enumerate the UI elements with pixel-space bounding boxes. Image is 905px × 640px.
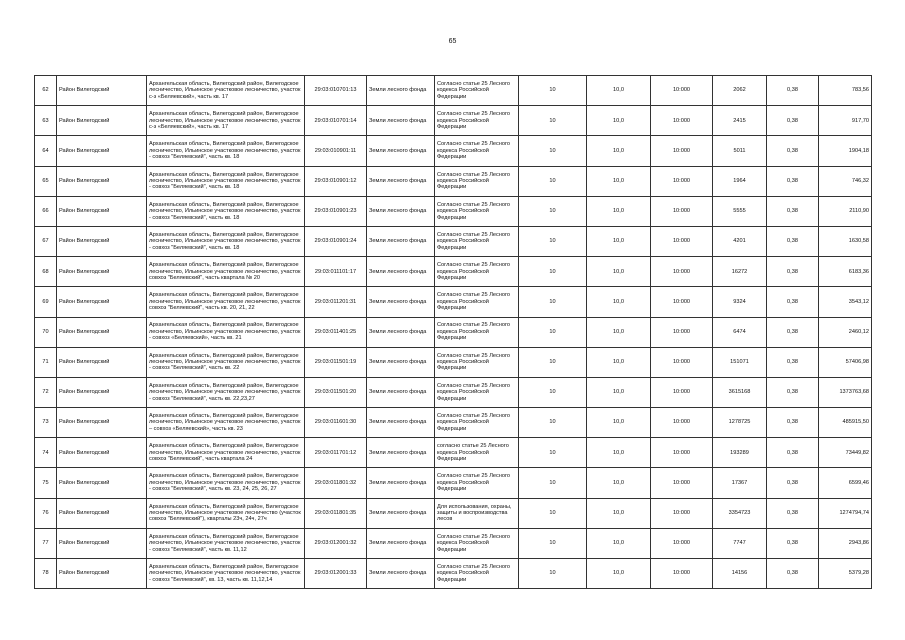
- basis-cell: Согласно статье 25 Лесного кодекса Российской Федерации: [435, 76, 519, 106]
- cost-cell: 1373763,68: [819, 377, 872, 407]
- basis-cell: Согласно статье 25 Лесного кодекса Российской Федерации: [435, 287, 519, 317]
- rate-cell: 0,38: [767, 559, 819, 589]
- land-category-cell: Земли лесного фонда: [367, 438, 435, 468]
- land-category-cell: Земли лесного фонда: [367, 559, 435, 589]
- address-cell: Архангельская область, Вилегодский район, Вилегодское лесничество, Ильинское участковое лесничество, участок - совхоз «Беляевский», часть кв. 21: [147, 317, 305, 347]
- cadastre-number-cell: 29:03:011501:19: [305, 347, 367, 377]
- value-cell-3: 10:000: [651, 347, 713, 377]
- district-cell: Район Вилегодский: [57, 528, 147, 558]
- cost-cell: 485915,50: [819, 408, 872, 438]
- value-cell-3: 10:000: [651, 106, 713, 136]
- district-cell: Район Вилегодский: [57, 559, 147, 589]
- district-cell: Район Вилегодский: [57, 347, 147, 377]
- basis-cell: Согласно статье 25 Лесного кодекса Российской Федерации: [435, 226, 519, 256]
- land-category-cell: Земли лесного фонда: [367, 226, 435, 256]
- table-row: [35, 438, 872, 468]
- value-cell-3: 10:000: [651, 377, 713, 407]
- district-cell: Район Вилегодский: [57, 76, 147, 106]
- district-cell: Район Вилегодский: [57, 287, 147, 317]
- table-row: [35, 196, 872, 226]
- cost-cell: 1630,58: [819, 226, 872, 256]
- cost-cell: 2110,90: [819, 196, 872, 226]
- table-body: [35, 76, 872, 589]
- table-row: [35, 106, 872, 136]
- row-index: 67: [35, 226, 57, 256]
- area-cell: 2415: [713, 106, 767, 136]
- area-cell: 9324: [713, 287, 767, 317]
- address-cell: Архангельская область, Вилегодский район, Вилегодское лесничество, Ильинское участковое лесничество, участок совхоз "Беляевский", часть кв. 20, 21, 22: [147, 287, 305, 317]
- basis-cell: согласно статье 25 Лесного кодекса Российской Федерации: [435, 438, 519, 468]
- land-category-cell: Земли лесного фонда: [367, 528, 435, 558]
- value-cell-2: 10,0: [587, 76, 651, 106]
- table-row: [35, 528, 872, 558]
- rate-cell: 0,38: [767, 196, 819, 226]
- cadastre-number-cell: 29:03:011701:12: [305, 438, 367, 468]
- value-cell-1: 10: [519, 257, 587, 287]
- value-cell-3: 10:000: [651, 196, 713, 226]
- address-cell: Архангельская область, Вилегодский район, Вилегодское лесничество, Ильинское участковое лесничество, участок с-з «Беляевский», часть кв. 17: [147, 76, 305, 106]
- rate-cell: 0,38: [767, 528, 819, 558]
- cadastre-number-cell: 29:03:010901:12: [305, 166, 367, 196]
- row-index: 73: [35, 408, 57, 438]
- basis-cell: Согласно статье 25 Лесного кодекса Российской Федерации: [435, 136, 519, 166]
- rate-cell: 0,38: [767, 76, 819, 106]
- area-cell: 14156: [713, 559, 767, 589]
- value-cell-3: 10:000: [651, 226, 713, 256]
- value-cell-1: 10: [519, 226, 587, 256]
- cost-cell: 783,56: [819, 76, 872, 106]
- address-cell: Архангельская область, Вилегодский район, Вилегодское лесничество, Ильинское участковое лесничество, участок - совхоз "Беляевский", часть кв. 18: [147, 196, 305, 226]
- land-category-cell: Земли лесного фонда: [367, 287, 435, 317]
- cadastre-number-cell: 29:03:010901:11: [305, 136, 367, 166]
- cadastre-number-cell: 29:03:011501:20: [305, 377, 367, 407]
- district-cell: Район Вилегодский: [57, 136, 147, 166]
- address-cell: Архангельская область, Вилегодский район, Вилегодское лесничество, Ильинское участковое лесничество, участок – совхоз «Беляевский», часть кв. 23: [147, 408, 305, 438]
- value-cell-1: 10: [519, 76, 587, 106]
- basis-cell: Согласно статье 25 Лесного кодекса Российской Федерации: [435, 317, 519, 347]
- land-category-cell: Земли лесного фонда: [367, 498, 435, 528]
- row-index: 68: [35, 257, 57, 287]
- table-row: [35, 317, 872, 347]
- row-index: 77: [35, 528, 57, 558]
- value-cell-3: 10:000: [651, 559, 713, 589]
- cost-cell: 5379,28: [819, 559, 872, 589]
- cadastre-number-cell: 29:03:011801:35: [305, 498, 367, 528]
- row-index: 66: [35, 196, 57, 226]
- rate-cell: 0,38: [767, 498, 819, 528]
- address-cell: Архангельская область, Вилегодский район, Вилегодское лесничество, Ильинское участковое лесничество, участок с-з «Беляевский», часть кв. 17: [147, 106, 305, 136]
- basis-cell: Согласно статье 25 Лесного кодекса Российской Федерации: [435, 166, 519, 196]
- value-cell-2: 10,0: [587, 528, 651, 558]
- value-cell-1: 10: [519, 559, 587, 589]
- area-cell: 151071: [713, 347, 767, 377]
- land-category-cell: Земли лесного фонда: [367, 196, 435, 226]
- cost-cell: 6183,36: [819, 257, 872, 287]
- rate-cell: 0,38: [767, 377, 819, 407]
- table-row: [35, 498, 872, 528]
- district-cell: Район Вилегодский: [57, 468, 147, 498]
- value-cell-1: 10: [519, 438, 587, 468]
- cost-cell: 57406,98: [819, 347, 872, 377]
- area-cell: 5555: [713, 196, 767, 226]
- cadastre-number-cell: 29:03:010701:14: [305, 106, 367, 136]
- cost-cell: 1904,18: [819, 136, 872, 166]
- area-cell: 2062: [713, 76, 767, 106]
- area-cell: 5011: [713, 136, 767, 166]
- row-index: 75: [35, 468, 57, 498]
- basis-cell: Согласно статье 25 Лесного кодекса Российской Федерации: [435, 408, 519, 438]
- rate-cell: 0,38: [767, 408, 819, 438]
- row-index: 69: [35, 287, 57, 317]
- value-cell-3: 10:000: [651, 468, 713, 498]
- rate-cell: 0,38: [767, 106, 819, 136]
- value-cell-2: 10,0: [587, 408, 651, 438]
- value-cell-3: 10:000: [651, 287, 713, 317]
- value-cell-3: 10:000: [651, 166, 713, 196]
- rate-cell: 0,38: [767, 347, 819, 377]
- value-cell-2: 10,0: [587, 166, 651, 196]
- table-row: [35, 347, 872, 377]
- area-cell: 1278725: [713, 408, 767, 438]
- value-cell-2: 10,0: [587, 136, 651, 166]
- row-index: 70: [35, 317, 57, 347]
- rate-cell: 0,38: [767, 226, 819, 256]
- address-cell: Архангельская область, Вилегодский район, Вилегодское лесничество, Ильинское участковое лесничество (участок совхоз "Беляевский"), кварталы 23ч, 24ч, 27ч: [147, 498, 305, 528]
- address-cell: Архангельская область, Вилегодский район, Вилегодское лесничество, Ильинское участковое лесничество, участок - совхоз "Беляевский", часть кв. 11,12: [147, 528, 305, 558]
- cost-cell: 746,32: [819, 166, 872, 196]
- value-cell-2: 10,0: [587, 196, 651, 226]
- table-row: [35, 257, 872, 287]
- address-cell: Архангельская область, Вилегодский район, Вилегодское лесничество, Ильинское участковое лесничество, участок - совхоз "Беляевский", часть кв. 23, 24, 25, 26, 27: [147, 468, 305, 498]
- row-index: 63: [35, 106, 57, 136]
- area-cell: 4201: [713, 226, 767, 256]
- row-index: 65: [35, 166, 57, 196]
- row-index: 62: [35, 76, 57, 106]
- value-cell-2: 10,0: [587, 317, 651, 347]
- table-row: [35, 408, 872, 438]
- value-cell-3: 10:000: [651, 408, 713, 438]
- value-cell-2: 10,0: [587, 257, 651, 287]
- cadastre-number-cell: 29:03:011601:30: [305, 408, 367, 438]
- table-row: [35, 559, 872, 589]
- basis-cell: Согласно статье 25 Лесного кодекса Российской Федерации: [435, 347, 519, 377]
- district-cell: Район Вилегодский: [57, 106, 147, 136]
- value-cell-1: 10: [519, 287, 587, 317]
- table-row: [35, 377, 872, 407]
- area-cell: 6474: [713, 317, 767, 347]
- district-cell: Район Вилегодский: [57, 257, 147, 287]
- land-category-cell: Земли лесного фонда: [367, 468, 435, 498]
- value-cell-1: 10: [519, 317, 587, 347]
- land-category-cell: Земли лесного фонда: [367, 408, 435, 438]
- value-cell-1: 10: [519, 408, 587, 438]
- district-cell: Район Вилегодский: [57, 438, 147, 468]
- value-cell-1: 10: [519, 136, 587, 166]
- district-cell: Район Вилегодский: [57, 317, 147, 347]
- basis-cell: Согласно статье 25 Лесного кодекса Российской Федерации: [435, 196, 519, 226]
- cadastre-number-cell: 29:03:011101:17: [305, 257, 367, 287]
- value-cell-2: 10,0: [587, 106, 651, 136]
- row-index: 78: [35, 559, 57, 589]
- cadastre-number-cell: 29:03:010701:13: [305, 76, 367, 106]
- area-cell: 16272: [713, 257, 767, 287]
- value-cell-3: 10:000: [651, 257, 713, 287]
- rate-cell: 0,38: [767, 166, 819, 196]
- basis-cell: Для использования, охраны, защиты и воспроизводства лесов: [435, 498, 519, 528]
- cadastre-number-cell: 29:03:010901:23: [305, 196, 367, 226]
- district-cell: Район Вилегодский: [57, 166, 147, 196]
- address-cell: Архангельская область, Вилегодский район, Вилегодское лесничество, Ильинское участковое лесничество, участок совхоз "Беляевский", часть квартала № 20: [147, 257, 305, 287]
- district-cell: Район Вилегодский: [57, 408, 147, 438]
- basis-cell: Согласно статье 25 Лесного кодекса Российской Федерации: [435, 468, 519, 498]
- value-cell-1: 10: [519, 498, 587, 528]
- rate-cell: 0,38: [767, 468, 819, 498]
- rate-cell: 0,38: [767, 287, 819, 317]
- land-category-cell: Земли лесного фонда: [367, 106, 435, 136]
- land-category-cell: Земли лесного фонда: [367, 317, 435, 347]
- cadastre-number-cell: 29:03:011201:31: [305, 287, 367, 317]
- value-cell-3: 10:000: [651, 76, 713, 106]
- address-cell: Архангельская область, Вилегодский район, Вилегодское лесничество, Ильинское участковое лесничество, участок совхоз "Беляевский", часть квартала 24: [147, 438, 305, 468]
- basis-cell: Согласно статье 25 Лесного кодекса Российской Федерации: [435, 106, 519, 136]
- value-cell-1: 10: [519, 468, 587, 498]
- cost-cell: 2943,86: [819, 528, 872, 558]
- value-cell-2: 10,0: [587, 559, 651, 589]
- land-plots-table: [34, 75, 872, 589]
- value-cell-1: 10: [519, 166, 587, 196]
- value-cell-1: 10: [519, 377, 587, 407]
- rate-cell: 0,38: [767, 257, 819, 287]
- value-cell-3: 10:000: [651, 136, 713, 166]
- row-index: 72: [35, 377, 57, 407]
- value-cell-1: 10: [519, 196, 587, 226]
- value-cell-3: 10:000: [651, 498, 713, 528]
- table-row: [35, 287, 872, 317]
- rate-cell: 0,38: [767, 317, 819, 347]
- address-cell: Архангельская область, Вилегодский район, Вилегодское лесничество, Ильинское участковое лесничество, участок - совхоз "Беляевский", часть кв. 22,23,27: [147, 377, 305, 407]
- value-cell-1: 10: [519, 106, 587, 136]
- area-cell: 193289: [713, 438, 767, 468]
- value-cell-2: 10,0: [587, 287, 651, 317]
- cadastre-number-cell: 29:03:011801:32: [305, 468, 367, 498]
- value-cell-2: 10,0: [587, 468, 651, 498]
- basis-cell: Согласно статье 25 Лесного кодекса Российской Федерации: [435, 377, 519, 407]
- cadastre-number-cell: 29:03:012001:33: [305, 559, 367, 589]
- value-cell-1: 10: [519, 347, 587, 377]
- cost-cell: 917,70: [819, 106, 872, 136]
- district-cell: Район Вилегодский: [57, 226, 147, 256]
- value-cell-2: 10,0: [587, 347, 651, 377]
- rate-cell: 0,38: [767, 136, 819, 166]
- cadastre-number-cell: 29:03:011401:25: [305, 317, 367, 347]
- table-row: [35, 76, 872, 106]
- basis-cell: Согласно статье 25 Лесного кодекса Российской Федерации: [435, 257, 519, 287]
- value-cell-2: 10,0: [587, 438, 651, 468]
- area-cell: 17367: [713, 468, 767, 498]
- district-cell: Район Вилегодский: [57, 196, 147, 226]
- row-index: 71: [35, 347, 57, 377]
- address-cell: Архангельская область, Вилегодский район, Вилегодское лесничество, Ильинское участковое лесничество, участок - совхоз "Беляевский", часть кв. 18: [147, 226, 305, 256]
- land-category-cell: Земли лесного фонда: [367, 76, 435, 106]
- value-cell-3: 10:000: [651, 438, 713, 468]
- rate-cell: 0,38: [767, 438, 819, 468]
- cost-cell: 6599,46: [819, 468, 872, 498]
- table-row: [35, 468, 872, 498]
- table-row: [35, 166, 872, 196]
- basis-cell: Согласно статье 25 Лесного кодекса Российской Федерации: [435, 559, 519, 589]
- value-cell-2: 10,0: [587, 226, 651, 256]
- value-cell-3: 10:000: [651, 528, 713, 558]
- value-cell-2: 10,0: [587, 498, 651, 528]
- district-cell: Район Вилегодский: [57, 498, 147, 528]
- cost-cell: 73449,82: [819, 438, 872, 468]
- table-row: [35, 226, 872, 256]
- area-cell: 7747: [713, 528, 767, 558]
- area-cell: 1964: [713, 166, 767, 196]
- land-category-cell: Земли лесного фонда: [367, 166, 435, 196]
- area-cell: 3615168: [713, 377, 767, 407]
- address-cell: Архангельская область, Вилегодский район, Вилегодское лесничество, Ильинское участковое лесничество, участок - совхоз "Беляевский", часть кв. 18: [147, 166, 305, 196]
- table-row: [35, 136, 872, 166]
- land-category-cell: Земли лесного фонда: [367, 347, 435, 377]
- value-cell-3: 10:000: [651, 317, 713, 347]
- cadastre-number-cell: 29:03:010901:24: [305, 226, 367, 256]
- value-cell-2: 10,0: [587, 377, 651, 407]
- cost-cell: 1274794,74: [819, 498, 872, 528]
- basis-cell: Согласно статье 25 Лесного кодекса Российской Федерации: [435, 528, 519, 558]
- address-cell: Архангельская область, Вилегодский район, Вилегодское лесничество, Ильинское участковое лесничество, участок - совхоз "Беляевский", часть кв. 22: [147, 347, 305, 377]
- address-cell: Архангельская область, Вилегодский район, Вилегодское лесничество, Ильинское участковое лесничество, участок - совхоз "Беляевский", кв. 13, часть кв. 11,12,14: [147, 559, 305, 589]
- land-category-cell: Земли лесного фонда: [367, 136, 435, 166]
- land-category-cell: Земли лесного фонда: [367, 377, 435, 407]
- cost-cell: 3543,12: [819, 287, 872, 317]
- land-category-cell: Земли лесного фонда: [367, 257, 435, 287]
- district-cell: Район Вилегодский: [57, 377, 147, 407]
- cadastre-number-cell: 29:03:012001:32: [305, 528, 367, 558]
- row-index: 64: [35, 136, 57, 166]
- value-cell-1: 10: [519, 528, 587, 558]
- area-cell: 3354723: [713, 498, 767, 528]
- address-cell: Архангельская область, Вилегодский район, Вилегодское лесничество, Ильинское участковое лесничество, участок - совхоз "Беляевский", часть кв. 18: [147, 136, 305, 166]
- cost-cell: 2460,12: [819, 317, 872, 347]
- page-number: 65: [448, 38, 457, 45]
- row-index: 76: [35, 498, 57, 528]
- row-index: 74: [35, 438, 57, 468]
